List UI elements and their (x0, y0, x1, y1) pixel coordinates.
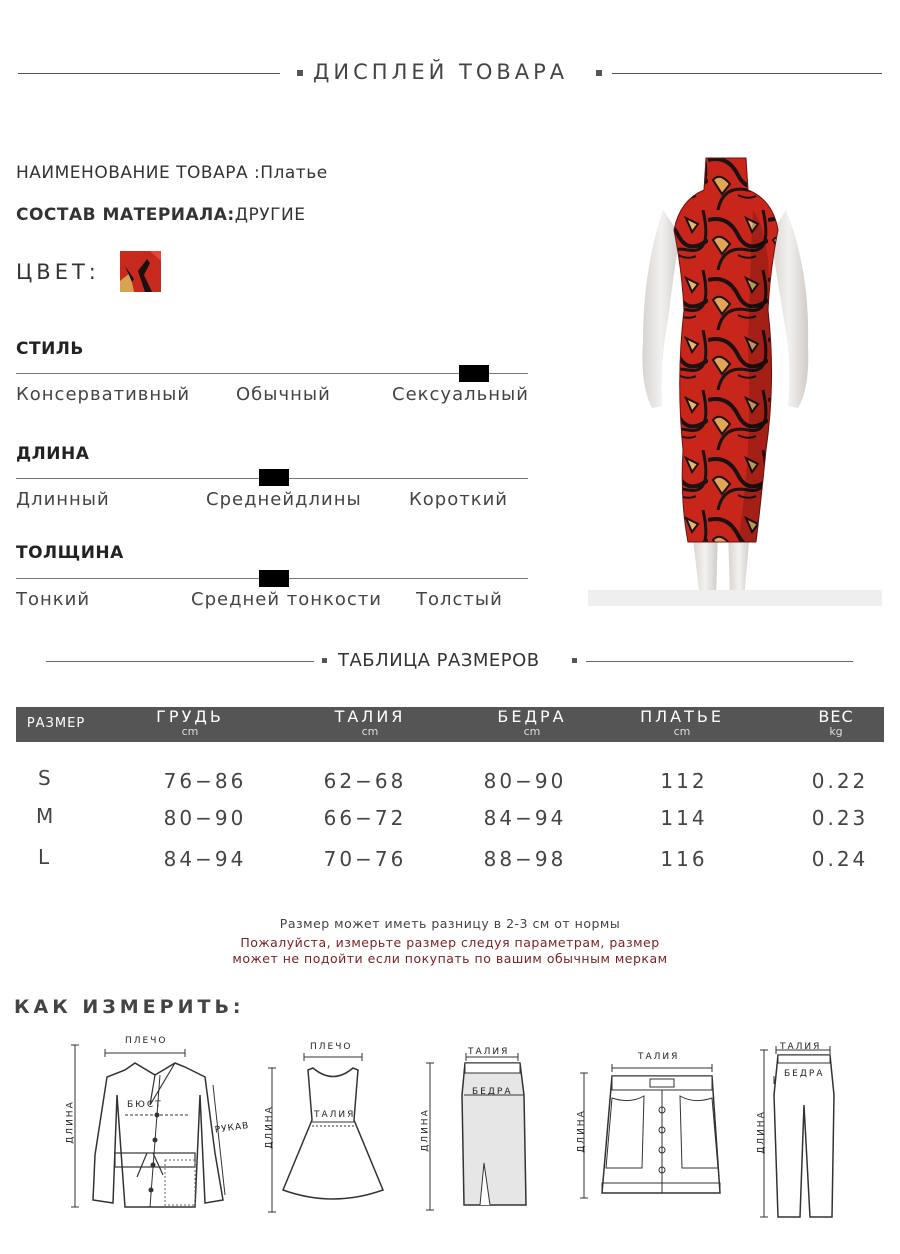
style-option-conservative: Консервативный (16, 384, 191, 405)
row-waist: 66−72 (323, 806, 407, 830)
how-to-title: КАК ИЗМЕРИТЬ: (14, 996, 245, 1018)
row-weight: 0.23 (811, 806, 869, 830)
note-measure-1: Пожалуйста, измерьте размер следуя параметрам, размер (240, 935, 660, 950)
page-title: ДИСПЛЕЙ ТОВАРА (313, 60, 569, 84)
label-length: ДЛИНА (264, 1105, 275, 1149)
label-length: ДЛИНА (65, 1100, 76, 1144)
col-waist: ТАЛИЯ cm (334, 707, 406, 738)
size-square-right (572, 658, 577, 663)
length-title: ДЛИНА (16, 444, 90, 464)
row-bust: 80−90 (163, 806, 247, 830)
length-option-short: Короткий (409, 489, 508, 510)
label-bust: БЮСТ (127, 1100, 163, 1110)
product-name (16, 163, 328, 183)
row-dress: 114 (660, 806, 708, 830)
size-rule-right (586, 661, 853, 662)
label-hips: БЕДРА (784, 1069, 825, 1079)
material-label: СОСТАВ МАТЕРИАЛА: (16, 205, 235, 225)
header-rule-right (612, 73, 882, 74)
label-length: ДЛИНА (420, 1108, 431, 1152)
label-waist: ТАЛИЯ (468, 1047, 510, 1057)
thickness-option-thin: Тонкий (16, 589, 91, 610)
label-length: ДЛИНА (576, 1109, 587, 1153)
color-swatch[interactable] (120, 251, 161, 292)
style-scale (16, 373, 528, 374)
shorts-diagram (570, 1048, 750, 1208)
row-bust: 84−94 (163, 847, 247, 871)
row-dress: 116 (660, 847, 708, 871)
dress-diagram (258, 1040, 398, 1220)
row-waist: 70−76 (323, 847, 407, 871)
length-option-medium: Среднейдлины (206, 489, 362, 510)
material-value: ДРУГИЕ (234, 205, 306, 225)
row-hips: 84−94 (483, 806, 567, 830)
col-dress: ПЛАТЬЕ cm (640, 707, 724, 738)
style-title: СТИЛЬ (16, 339, 84, 359)
size-table-title: ТАБЛИЦА РАЗМЕРОВ (338, 650, 540, 671)
jacket-diagram (55, 1035, 250, 1215)
label-length: ДЛИНА (756, 1110, 767, 1154)
length-option-long: Длинный (16, 489, 110, 510)
label-waist: ТАЛИЯ (780, 1042, 822, 1052)
row-bust: 76−86 (163, 769, 247, 793)
style-selected-marker (459, 365, 489, 382)
thickness-title: ТОЛЩИНА (16, 543, 124, 563)
thickness-option-medium: Средней тонкости (191, 589, 383, 610)
thickness-selected-marker (259, 570, 289, 587)
row-waist: 62−68 (323, 769, 407, 793)
product-name-value: Платье (260, 163, 328, 183)
label-shoulder: ПЛЕЧО (310, 1042, 353, 1052)
row-hips: 80−90 (483, 769, 567, 793)
col-size: РАЗМЕР (26, 716, 86, 731)
size-square-left (322, 658, 327, 663)
product-image (588, 150, 882, 606)
row-size: M (36, 804, 54, 828)
thickness-option-thick: Толстый (416, 589, 503, 610)
header-square-left (297, 70, 303, 76)
note-tolerance: Размер может иметь разницу в 2-3 см от нормы (279, 916, 621, 931)
row-size: L (38, 845, 50, 869)
row-weight: 0.24 (811, 847, 869, 871)
row-weight: 0.22 (811, 769, 869, 793)
label-sleeve: РУКАВ (214, 1120, 250, 1136)
size-rule-left (46, 661, 314, 662)
label-waist: ТАЛИЯ (314, 1110, 356, 1120)
col-hips: БЕДРА cm (497, 707, 567, 738)
col-weight: ВЕС kg (818, 707, 854, 738)
product-name-label: НАИМЕНОВАНИЕ ТОВАРА : (16, 163, 261, 183)
header-rule-left (18, 73, 280, 74)
header-square-right (596, 70, 602, 76)
color-label: ЦВЕТ: (16, 260, 100, 284)
row-size: S (38, 766, 51, 790)
row-hips: 88−98 (483, 847, 567, 871)
label-waist: ТАЛИЯ (638, 1052, 680, 1062)
style-option-normal: Обычный (236, 384, 331, 405)
style-option-sexy: Сексуальный (392, 384, 529, 405)
product-material (16, 205, 305, 225)
label-shoulder: ПЛЕЧО (125, 1036, 168, 1046)
note-measure-2: может не подойти если покупать по вашим обычным меркам (232, 951, 668, 966)
length-selected-marker (259, 469, 289, 486)
row-dress: 112 (660, 769, 708, 793)
label-hips: БЕДРА (472, 1087, 513, 1097)
col-bust: ГРУДЬ cm (156, 707, 224, 738)
skirt-diagram (410, 1045, 540, 1220)
pants-diagram (750, 1035, 880, 1225)
